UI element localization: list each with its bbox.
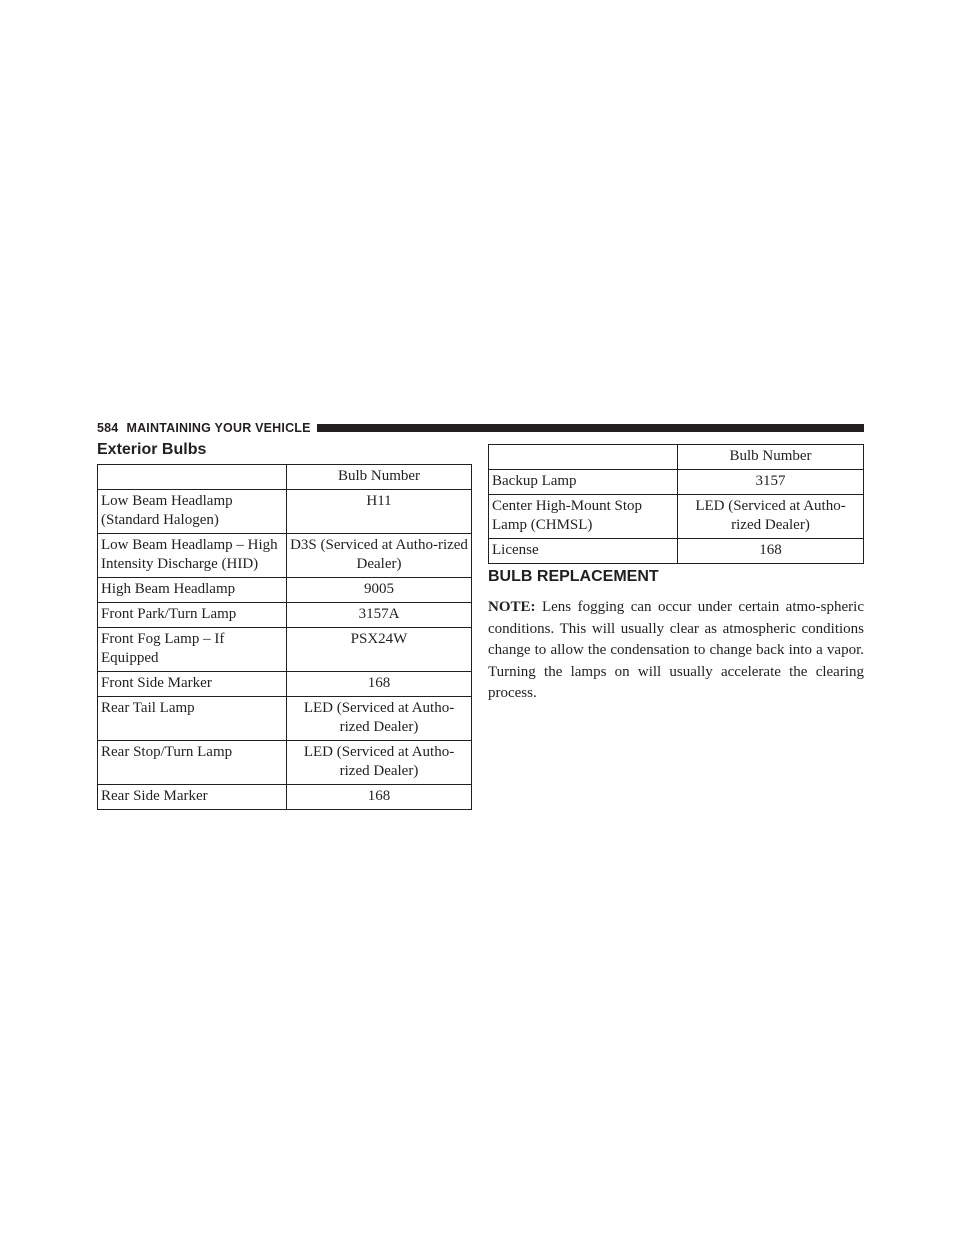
bulb-number-cell: LED (Serviced at Autho-rized Dealer) xyxy=(678,495,864,539)
table-row xyxy=(98,672,472,697)
bulb-replacement-title: BULB REPLACEMENT xyxy=(488,568,659,585)
table-row xyxy=(98,628,472,672)
table-row xyxy=(98,578,472,603)
bulb-number-column-header: Bulb Number xyxy=(678,445,864,470)
exterior-bulbs-table-continued xyxy=(488,444,864,564)
lamp-name-cell: Backup Lamp xyxy=(489,470,678,495)
table-header-row xyxy=(489,445,864,470)
lamp-name-cell: Front Park/Turn Lamp xyxy=(98,603,287,628)
header-rule xyxy=(317,424,864,432)
bulb-number-cell: LED (Serviced at Autho-rized Dealer) xyxy=(287,697,472,741)
bulb-number-column-header: Bulb Number xyxy=(287,465,472,490)
table-row xyxy=(98,534,472,578)
table-row xyxy=(489,495,864,539)
lamp-column-header xyxy=(98,465,287,490)
lamp-name-cell: High Beam Headlamp xyxy=(98,578,287,603)
bulb-number-cell: 3157 xyxy=(678,470,864,495)
bulb-number-cell: 3157A xyxy=(287,603,472,628)
lamp-name-cell: Rear Tail Lamp xyxy=(98,697,287,741)
table-row xyxy=(98,490,472,534)
lamp-name-cell: Front Fog Lamp – If Equipped xyxy=(98,628,287,672)
table-header-row xyxy=(98,465,472,490)
bulb-number-cell: 9005 xyxy=(287,578,472,603)
table-row xyxy=(98,697,472,741)
lamp-name-cell: License xyxy=(489,539,678,564)
table-row xyxy=(98,741,472,785)
lamp-name-cell: Rear Stop/Turn Lamp xyxy=(98,741,287,785)
lamp-name-cell: Rear Side Marker xyxy=(98,785,287,810)
lamp-name-cell: Low Beam Headlamp (Standard Halogen) xyxy=(98,490,287,534)
page-number: 584 xyxy=(97,421,119,435)
bulb-number-cell: PSX24W xyxy=(287,628,472,672)
table-row xyxy=(98,785,472,810)
bulb-number-cell: LED (Serviced at Autho-rized Dealer) xyxy=(287,741,472,785)
exterior-bulbs-table xyxy=(97,464,472,810)
bulb-number-cell: 168 xyxy=(678,539,864,564)
bulb-number-cell: D3S (Serviced at Autho-rized Dealer) xyxy=(287,534,472,578)
table-row xyxy=(489,539,864,564)
lamp-name-cell: Front Side Marker xyxy=(98,672,287,697)
exterior-bulbs-title: Exterior Bulbs xyxy=(97,441,207,458)
bulb-number-cell: H11 xyxy=(287,490,472,534)
note-label: NOTE: xyxy=(488,599,536,615)
bulb-number-cell: 168 xyxy=(287,785,472,810)
section-title-header: MAINTAINING YOUR VEHICLE xyxy=(126,421,311,435)
lamp-name-cell: Low Beam Headlamp – High Intensity Discharge (HID) xyxy=(98,534,287,578)
table-row xyxy=(489,470,864,495)
table-row xyxy=(98,603,472,628)
bulb-number-cell: 168 xyxy=(287,672,472,697)
lamp-name-cell: Center High-Mount Stop Lamp (CHMSL) xyxy=(489,495,678,539)
page-header xyxy=(97,418,864,438)
note-text: Lens fogging can occur under certain atmo-spheric conditions. This will usually clear as atmospheric conditions change to allow the condensation to change back into a vapor. Turning the lamps on will usually accelerate the clearing process. xyxy=(488,599,864,701)
lamp-column-header xyxy=(489,445,678,470)
note-paragraph xyxy=(488,597,864,705)
